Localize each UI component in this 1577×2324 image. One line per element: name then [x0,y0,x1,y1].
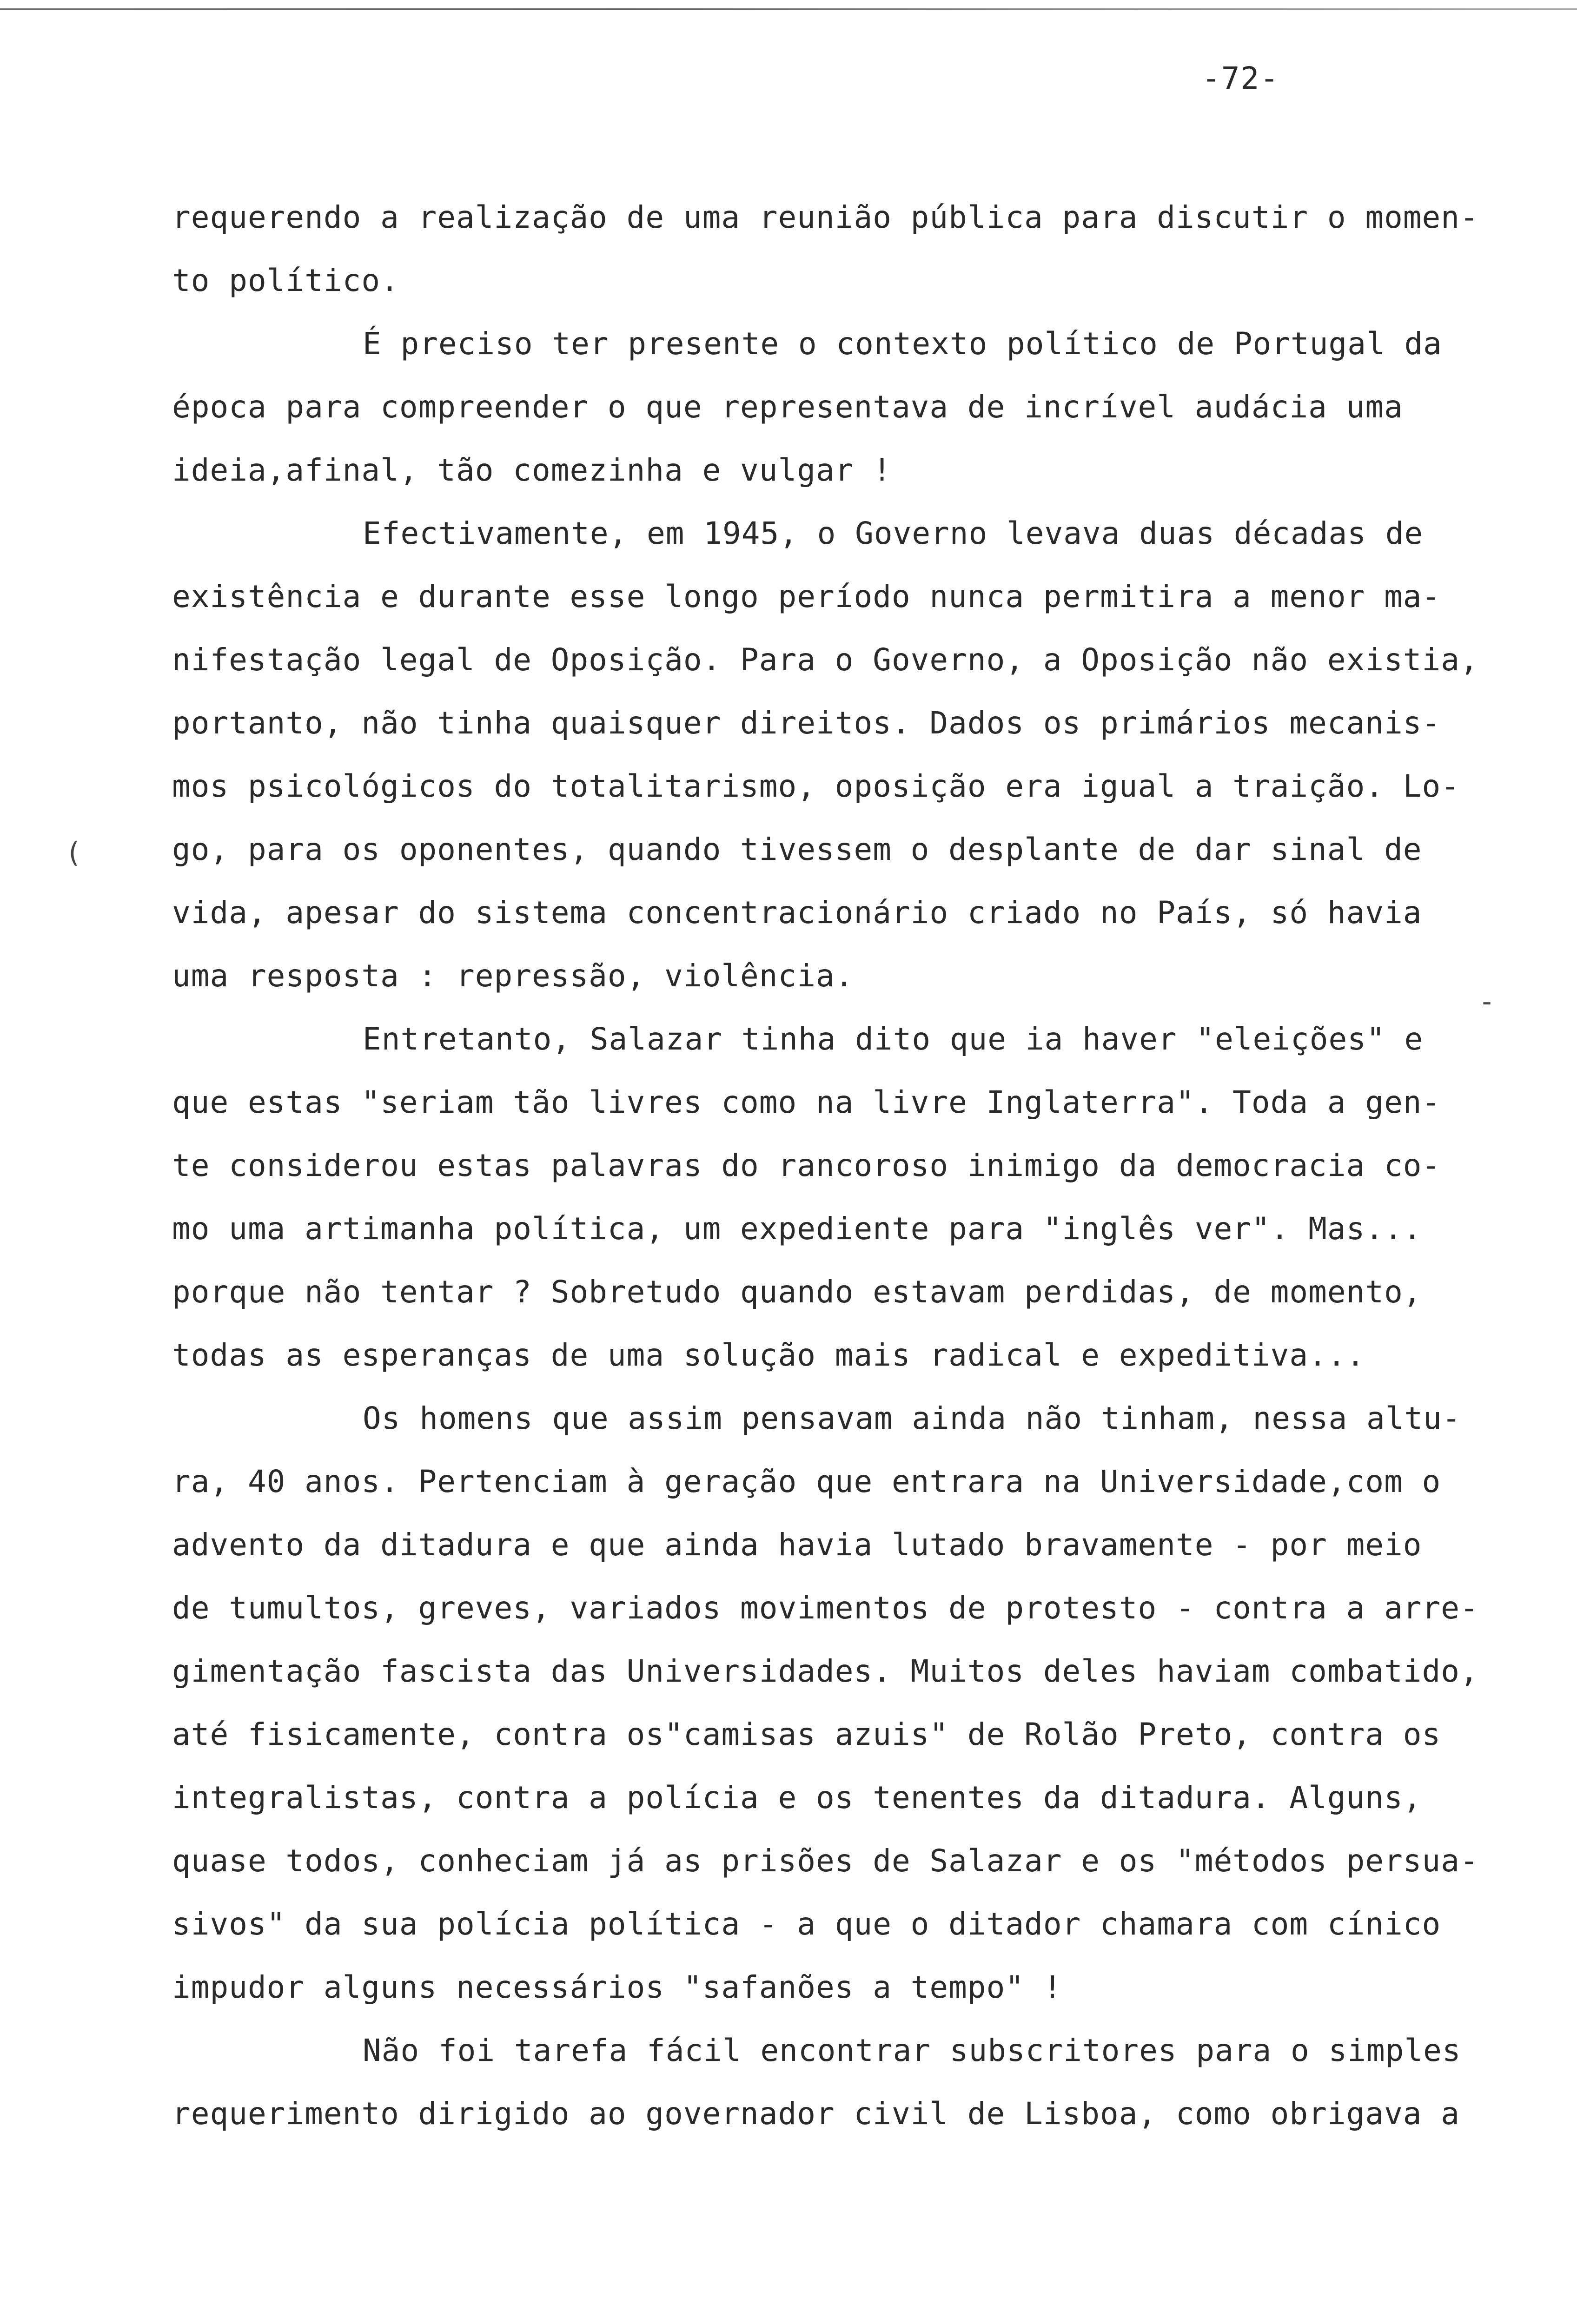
text-line: ideia,afinal, tão comezinha e vulgar ! [172,452,892,488]
text-line: de tumultos, greves, variados movimentos de protesto - contra a arre- [172,1590,1479,1626]
text-line: que estas "seriam tão livres como na livre Inglaterra". Toda a gen- [172,1084,1441,1120]
text-line: É preciso ter presente o contexto político de Portugal da [363,326,1442,362]
top-border-line [0,8,1577,10]
text-line: advento da ditadura e que ainda havia lutado bravamente - por meio [172,1527,1422,1563]
text-line: existência e durante esse longo período nunca permitira a menor ma- [172,579,1441,614]
text-line: uma resposta : repressão, violência. [172,958,854,994]
text-line: porque não tentar ? Sobretudo quando estavam perdidas, de momento, [172,1274,1422,1310]
text-line: Os homens que assim pensavam ainda não tinham, nessa altu- [363,1400,1461,1436]
text-line: integralistas, contra a polícia e os tenentes da ditadura. Alguns, [172,1780,1422,1816]
text-line: go, para os oponentes, quando tivessem o desplante de dar sinal de [172,832,1422,867]
text-line: Não foi tarefa fácil encontrar subscritores para o simples [363,2033,1461,2068]
text-line: Entretanto, Salazar tinha dito que ia haver "eleições" e [363,1021,1424,1057]
text-line: requerimento dirigido ao governador civil de Lisboa, como obrigava a [172,2096,1460,2132]
text-line: nifestação legal de Oposição. Para o Governo, a Oposição não existia, [172,642,1479,678]
text-line: mo uma artimanha política, um expediente para "inglês ver". Mas... [172,1211,1422,1247]
text-line: requerendo a realização de uma reunião pública para discutir o momen- [172,199,1479,235]
text-line: até fisicamente, contra os"camisas azuis" de Rolão Preto, contra os [172,1717,1441,1752]
text-line: gimentação fascista das Universidades. Muitos deles haviam combatido, [172,1653,1479,1689]
text-line: ra, 40 anos. Pertenciam à geração que entrara na Universidade,com o [172,1464,1441,1499]
text-line: Efectivamente, em 1945, o Governo levava duas décadas de [363,515,1424,551]
text-line: quase todos, conheciam já as prisões de Salazar e os "métodos persua- [172,1843,1479,1879]
text-line: vida, apesar do sistema concentracionário criado no País, só havia [172,895,1422,931]
text-line: te considerou estas palavras do rancoroso inimigo da democracia co- [172,1148,1441,1183]
body-text [172,186,1488,2146]
text-line: mos psicológicos do totalitarismo, oposição era igual a traição. Lo- [172,768,1460,804]
text-line: impudor alguns necessários "safanões a tempo" ! [172,1969,1062,2005]
margin-mark: - [1478,985,1496,1018]
text-line: todas as esperanças de uma solução mais radical e expeditiva... [172,1337,1365,1373]
margin-mark: ( [65,837,82,869]
text-line: época para compreender o que representava de incrível audácia uma [172,389,1403,425]
page-number: -72- [1202,60,1279,96]
text-line: portanto, não tinha quaisquer direitos. Dados os primários mecanis- [172,705,1441,741]
text-line: sivos" da sua polícia política - a que o ditador chamara com cínico [172,1906,1441,1942]
text-line: to político. [172,263,399,298]
